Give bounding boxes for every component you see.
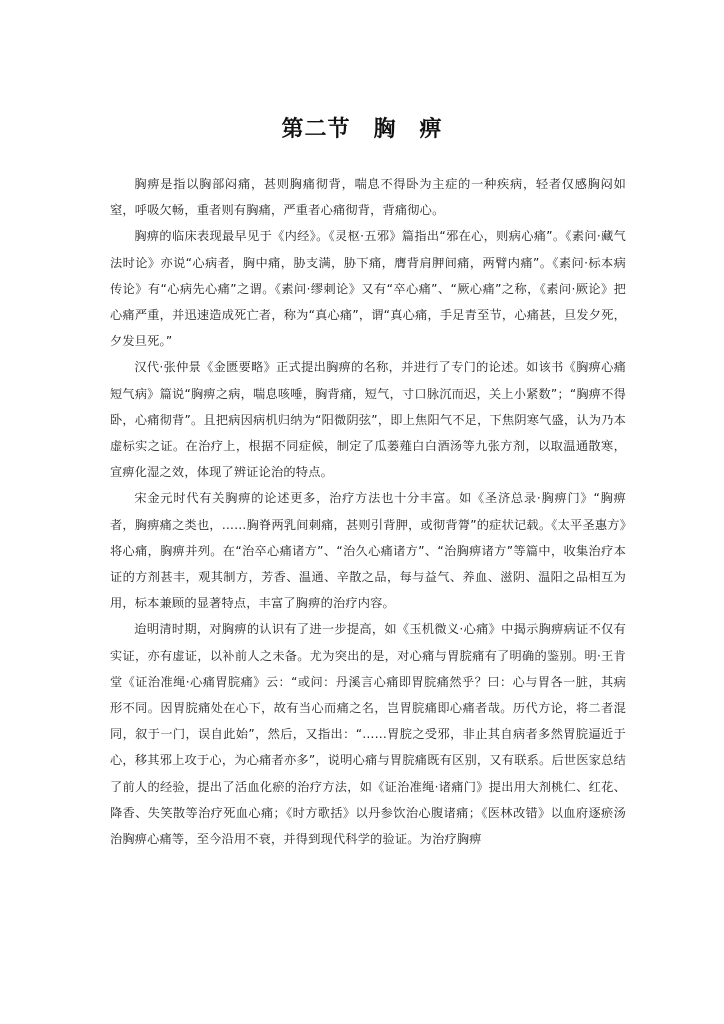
paragraph-song-jin-yuan: 宋金元时代有关胸痹的论述更多，治疗方法也十分丰富。如《圣济总录·胸痹门》“胸痹者，胸痹痛之类也，……胸脊两乳间刺痛，甚则引背胛，或彻背膂”的症状记载。《太平圣惠方》将心痛，胸痹并列。在“治卒心痛诸方”、“治久心痛诸方”、“治胸痹诸方”等篇中，收集治疗本证的方剂甚丰，观其制方，芳香、温通、辛散之品，每与益气、养血、滋阴、温阳之品相互为用，标本兼顾的显著特点，丰富了胸痹的治疗内容。: [110, 491, 626, 611]
paragraph-definition: 胸痹是指以胸部闷痛，甚则胸痛彻背，喘息不得卧为主症的一种疾病，轻者仅感胸闷如窒，呼吸欠畅，重者则有胸痛，严重者心痛彻背，背痛彻心。: [110, 177, 626, 218]
paragraph-ming-qing: 迨明清时期，对胸痹的认识有了进一步提高，如《玉机微义·心痛》中揭示胸痹病证不仅有实证，亦有虚证，以补前人之未备。尤为突出的是，对心痛与胃脘痛有了明确的鉴别。明·王肯堂《证治准绳·心痛胃脘痛》云：“或问：丹溪言心痛即胃脘痛然乎？曰：心与胃各一脏，其病形不同。因胃脘痛处在心下，故有当心而痛之名，岂胃脘痛即心痛者哉。历代方论，将二者混同，叙于一门，误自此始”，然后，又指出：“……胃脘之受邪，非止其自病者多然胃脘逼近于心，移其邪上攻于心，为心痛者亦多”，说明心痛与胃脘痛既有区别，又有联系。后世医家总结了前人的经验，提出了活血化瘀的治疗方法，如《证治准绳·诸痛门》提出用大剂桃仁、红花、降香、失笑散等治疗死血心痛；《时方歌括》以丹参饮治心腹诸痛；《医林改错》以血府逐瘀汤治胸痹心痛等，至今沿用不衰，并得到现代科学的验证。为治疗胸痹: [110, 622, 626, 847]
paragraph-neijing: 胸痹的临床表现最早见于《内经》。《灵枢·五邪》篇指出“邪在心，则病心痛”。《素问·藏气法时论》亦说“心病者，胸中痛，胁支满，胁下痛，膺背肩胛间痛，两臂内痛”。《素问·标本病传论》有“心病先心痛”之谓。《素问·缪刺论》又有“卒心痛”、“厥心痛”之称，《素问·厥论》把心痛严重，并迅速造成死亡者，称为“真心痛”，谓“真心痛，手足青至节，心痛甚，旦发夕死，夕发旦死。”: [110, 229, 626, 349]
body-text: [110, 171, 626, 852]
section-title: 第二节 胸 痹: [281, 116, 443, 142]
paragraph-han-dynasty: 汉代·张仲景《金匮要略》正式提出胸痹的名称，并进行了专门的论述。如该书《胸痹心痛短气病》篇说“胸痹之病，喘息咳唾，胸背痛，短气，寸口脉沉而迟，关上小紧数”；“胸痹不得卧，心痛彻背”。且把病因病机归纳为“阳微阴弦”，即上焦阳气不足，下焦阴寒气盛，认为乃本虚标实之证。在治疗上，根据不同症候，制定了瓜蒌薤白白酒汤等九张方剂，以取温通散寒，宣痹化湿之效，体现了辨证论治的特点。: [110, 360, 626, 480]
